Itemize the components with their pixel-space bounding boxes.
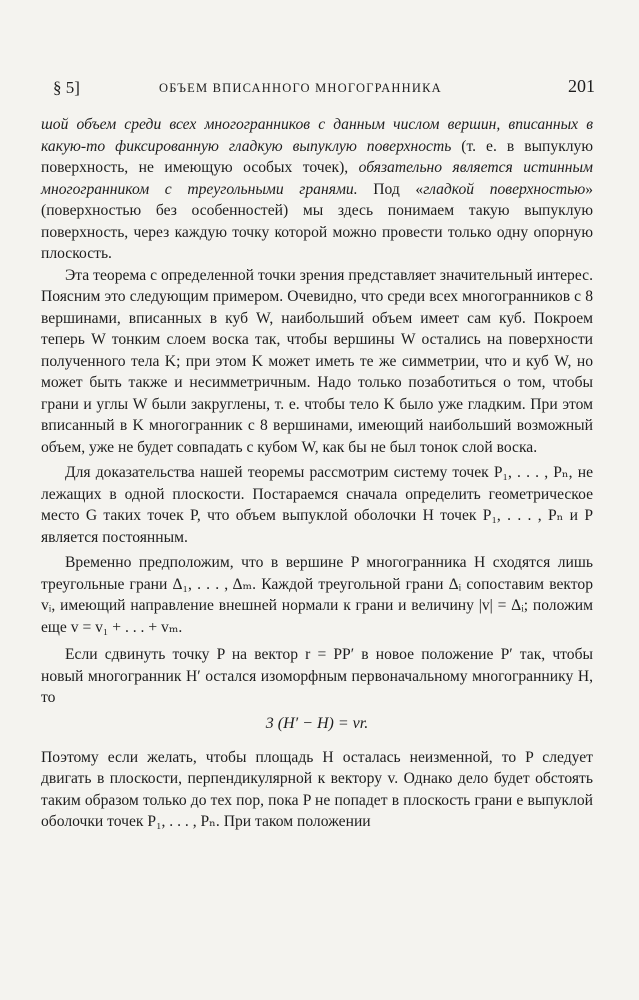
body-text — [41, 114, 593, 833]
theorem-italic-a: шой объем среди всех многогранников с данным числом вершин, вписанных в какую-то фиксированную гладкую выпуклую поверхность — [41, 116, 593, 155]
paragraph-4: Временно предположим, что в вершине P многогранника H сходятся лишь треугольные грани Δ₁, . . . , Δₘ. Каждой треугольной грани Δᵢ сопоставим вектор vᵢ, имеющий направление внешней нормали к грани и величину |v| = Δᵢ; положим еще v = v₁ + . . . + vₘ. — [41, 554, 593, 636]
text-normal-b: Под « — [357, 180, 424, 198]
text-normal-a: (т. е. в выпуклую поверхность, не имеющую особых точек), — [41, 137, 593, 176]
running-header — [41, 72, 593, 104]
section-mark: § 5] — [53, 78, 80, 97]
book-page — [41, 72, 593, 833]
paragraph-3: Для доказательства нашей теоремы рассмотрим систему точек P₁, . . . , Pₙ, не лежащих в одной плоскости. Постараемся сначала определить геометрическое место G таких точек P, что объем выпуклой оболочки H точек P₁, . . . , Pₙ и P является постоянным. — [41, 464, 593, 546]
paragraph-2: Эта теорема с определенной точки зрения представляет значительный интерес. Поясним это следующим примером. Очевидно, что среди всех многогранников с 8 вершинами, вписанных в куб W, наибольший объем имеет сам куб. Покроем теперь W тонким слоем воска так, чтобы вершины W остались на поверхности полученного тела K; при этом K может иметь те же симметрии, что и куб W, но может быть также и несимметричным. Надо только позаботиться о том, чтобы грани и углы W были закруглены, т. е. чтобы тело K было уже гладким. При этом вписанный в K многогранник с 8 вершинами, имеющий наибольший возможный объем, уже не будет совпадать с кубом W, как бы не был тонок слой воска. — [41, 266, 593, 456]
formula: 3 (H′ − H) = vr. — [265, 714, 369, 732]
running-title: ОБЪЕМ ВПИСАННОГО МНОГОГРАННИКА — [159, 81, 442, 95]
theorem-italic-b: обязательно является истинным многогранником с треугольными гранями. — [41, 159, 594, 198]
term-italic-c: гладкой поверхностью — [423, 180, 586, 198]
page-number: 201 — [568, 76, 595, 96]
paragraph-6: Поэтому если желать, чтобы площадь H осталась неизменной, то P следует двигать в плоскости, перпендикулярной к вектору v. Однако дело будет обстоять таким образом только до тех пор, пока P не попадет в плоскость грани e выпуклой оболочки точек P₁, . . . , Pₙ. При таком положении — [41, 748, 593, 830]
text-normal-c: » (поверхностью без особенностей) мы здесь понимаем такую выпуклую поверхность, через каждую точку которой можно провести только одну опорную плоскость. — [41, 180, 594, 262]
paragraph-1 — [41, 114, 593, 265]
paragraph-5: Если сдвинуть точку P на вектор r = PP′ в новое положение P′ так, чтобы новый многогранник H′ остался изоморфным первоначальному многограннику H, то — [41, 646, 593, 706]
